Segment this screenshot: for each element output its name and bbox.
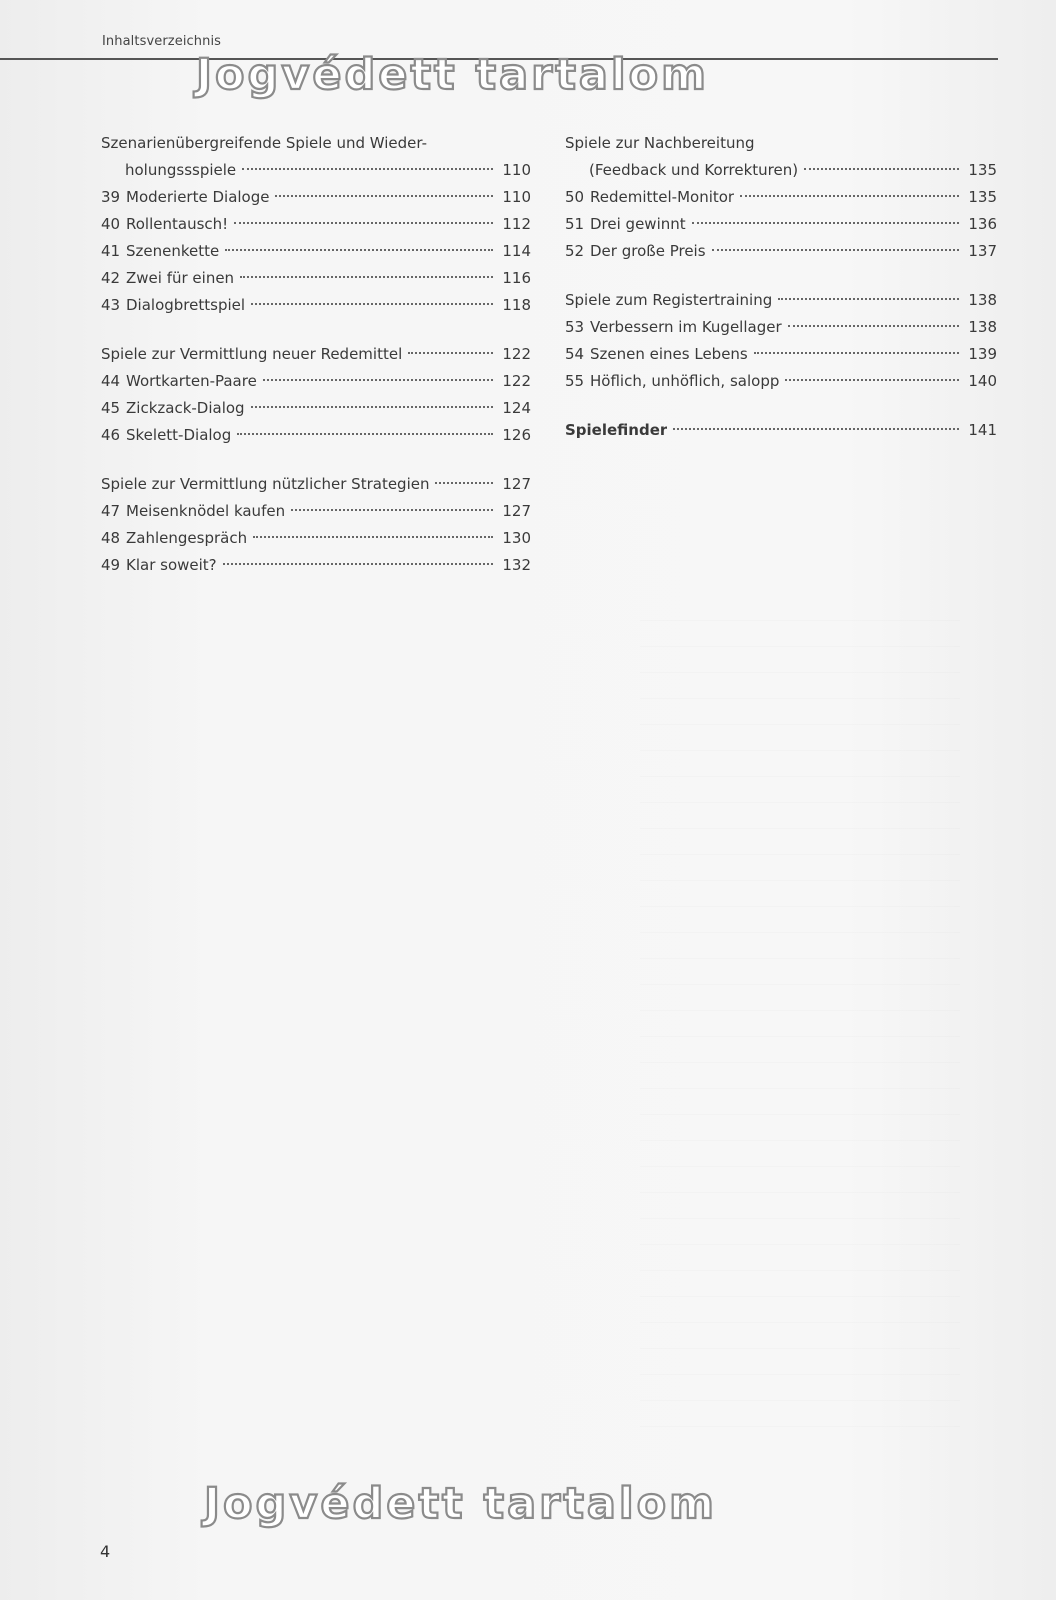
toc-entry-title: Moderierte Dialoge <box>126 188 270 206</box>
toc-section-title-row <box>101 130 531 157</box>
page-number: 4 <box>100 1542 111 1561</box>
toc-section-title: Spiele zur Vermittlung nützlicher Strategien <box>101 475 430 493</box>
toc-section-title-row <box>101 471 531 498</box>
toc-entry-number: 51 <box>565 215 585 233</box>
toc-section-title-row <box>565 157 997 184</box>
toc-entry-row <box>101 552 531 579</box>
toc-page-number: 116 <box>502 269 531 287</box>
toc-page-number: 138 <box>968 291 997 309</box>
toc-entry-number: 42 <box>101 269 121 287</box>
toc-entry-number: 46 <box>101 426 121 444</box>
toc-page-number: 124 <box>502 399 531 417</box>
toc-left-column <box>101 130 531 601</box>
dot-leader <box>251 303 493 305</box>
toc-entry-row <box>101 395 531 422</box>
toc-entry-row <box>101 422 531 449</box>
toc-entry-row <box>101 211 531 238</box>
dot-leader <box>712 249 959 251</box>
dot-leader <box>740 195 959 197</box>
toc-entry-title: Szenen eines Lebens <box>590 345 748 363</box>
toc-entry-number: 52 <box>565 242 585 260</box>
toc-section-title-row <box>101 157 531 184</box>
dot-leader <box>408 352 493 354</box>
toc-entry-number: 40 <box>101 215 121 233</box>
toc-entry-row <box>565 341 997 368</box>
dot-leader <box>240 276 493 278</box>
toc-page-number: 138 <box>968 318 997 336</box>
dot-leader <box>788 325 959 327</box>
toc-section-title: holungssspiele <box>125 161 237 179</box>
toc-entry-title: Meisenknödel kaufen <box>126 502 286 520</box>
toc-entry-row <box>565 184 997 211</box>
toc-entry-row <box>565 238 997 265</box>
dot-leader <box>253 536 493 538</box>
toc-section-title: Spielefinder <box>565 421 668 439</box>
toc-entry-number: 50 <box>565 188 585 206</box>
toc-page-number: 136 <box>968 215 997 233</box>
toc-entry-row <box>101 525 531 552</box>
toc-entry-number: 41 <box>101 242 121 260</box>
toc-section <box>101 471 531 579</box>
toc-entry-number: 39 <box>101 188 121 206</box>
toc-entry-title: Verbessern im Kugellager <box>590 318 782 336</box>
toc-section-title-row <box>565 287 997 314</box>
dot-leader <box>291 509 493 511</box>
toc-section-title: Szenarienübergreifende Spiele und Wieder- <box>101 134 428 152</box>
toc-entry-number: 53 <box>565 318 585 336</box>
toc-entry-title: Redemittel-Monitor <box>590 188 735 206</box>
toc-entry-number: 55 <box>565 372 585 390</box>
dot-leader <box>223 563 493 565</box>
toc-page-number: 135 <box>968 188 997 206</box>
dot-leader <box>778 298 959 300</box>
toc-entry-row <box>565 211 997 238</box>
toc-page-number: 127 <box>502 502 531 520</box>
dot-leader <box>251 406 493 408</box>
toc-page-number: 112 <box>502 215 531 233</box>
dot-leader <box>234 222 493 224</box>
toc-entry-row <box>101 184 531 211</box>
watermark-bottom: Jogvédett tartalom <box>204 1479 717 1529</box>
dot-leader <box>785 379 959 381</box>
toc-entry-number: 45 <box>101 399 121 417</box>
toc-page-number: 135 <box>968 161 997 179</box>
toc-page-number: 122 <box>502 345 531 363</box>
toc-entry-row <box>565 368 997 395</box>
toc-page-number: 137 <box>968 242 997 260</box>
dot-leader <box>263 379 493 381</box>
toc-entry-title: Klar soweit? <box>126 556 217 574</box>
watermark-top: Jogvédett tartalom <box>196 50 709 100</box>
dot-leader <box>225 249 493 251</box>
toc-page-number: 126 <box>502 426 531 444</box>
toc-entry-title: Der große Preis <box>590 242 706 260</box>
toc-section-title-row <box>101 341 531 368</box>
toc-entry-title: Zahlengespräch <box>126 529 248 547</box>
toc-entry-row <box>565 314 997 341</box>
toc-entry-number: 54 <box>565 345 585 363</box>
toc-entry-row <box>101 368 531 395</box>
dot-leader <box>275 195 493 197</box>
toc-entry-title: Skelett-Dialog <box>126 426 232 444</box>
toc-entry-number: 43 <box>101 296 121 314</box>
toc-entry-number: 49 <box>101 556 121 574</box>
toc-page-number: 130 <box>502 529 531 547</box>
toc-entry-title: Höflich, unhöflich, salopp <box>590 372 780 390</box>
show-through-background <box>640 620 960 1440</box>
toc-entry-title: Zwei für einen <box>126 269 235 287</box>
toc-section-title: Spiele zum Registertraining <box>565 291 773 309</box>
toc-section <box>565 130 997 265</box>
toc-page-number: 114 <box>502 242 531 260</box>
toc-entry-title: Szenenkette <box>126 242 220 260</box>
toc-section-title: Spiele zur Nachbereitung <box>565 134 755 152</box>
toc-page-number: 141 <box>968 421 997 439</box>
toc-page-number: 139 <box>968 345 997 363</box>
toc-entry-row <box>101 498 531 525</box>
toc-section-title: (Feedback und Korrekturen) <box>589 161 799 179</box>
dot-leader <box>673 428 959 430</box>
toc-page-number: 132 <box>502 556 531 574</box>
dot-leader <box>242 168 493 170</box>
toc-entry-title: Drei gewinnt <box>590 215 686 233</box>
toc-section-title-row <box>565 417 997 444</box>
dot-leader <box>804 168 959 170</box>
running-header-title: Inhaltsverzeichnis <box>102 34 222 49</box>
toc-entry-title: Zickzack-Dialog <box>126 399 245 417</box>
toc-section-title: Spiele zur Vermittlung neuer Redemittel <box>101 345 403 363</box>
toc-entry-title: Dialogbrettspiel <box>126 296 246 314</box>
toc-page-number: 110 <box>502 188 531 206</box>
toc-entry-number: 47 <box>101 502 121 520</box>
toc-entry-title: Rollentausch! <box>126 215 229 233</box>
dot-leader <box>237 433 493 435</box>
dot-leader <box>692 222 959 224</box>
toc-page-number: 140 <box>968 372 997 390</box>
toc-page-number: 127 <box>502 475 531 493</box>
toc-section-title-row <box>565 130 997 157</box>
toc-page-number: 110 <box>502 161 531 179</box>
toc-entry-number: 48 <box>101 529 121 547</box>
toc-section <box>101 130 531 319</box>
toc-entry-title: Wortkarten-Paare <box>126 372 257 390</box>
toc-right-column <box>565 130 997 466</box>
toc-page-number: 122 <box>502 372 531 390</box>
toc-entry-row <box>101 238 531 265</box>
toc-page-number: 118 <box>502 296 531 314</box>
dot-leader <box>754 352 959 354</box>
toc-entry-number: 44 <box>101 372 121 390</box>
toc-section <box>565 417 997 444</box>
toc-section <box>101 341 531 449</box>
dot-leader <box>435 482 493 484</box>
toc-section <box>565 287 997 395</box>
toc-entry-row <box>101 292 531 319</box>
toc-entry-row <box>101 265 531 292</box>
